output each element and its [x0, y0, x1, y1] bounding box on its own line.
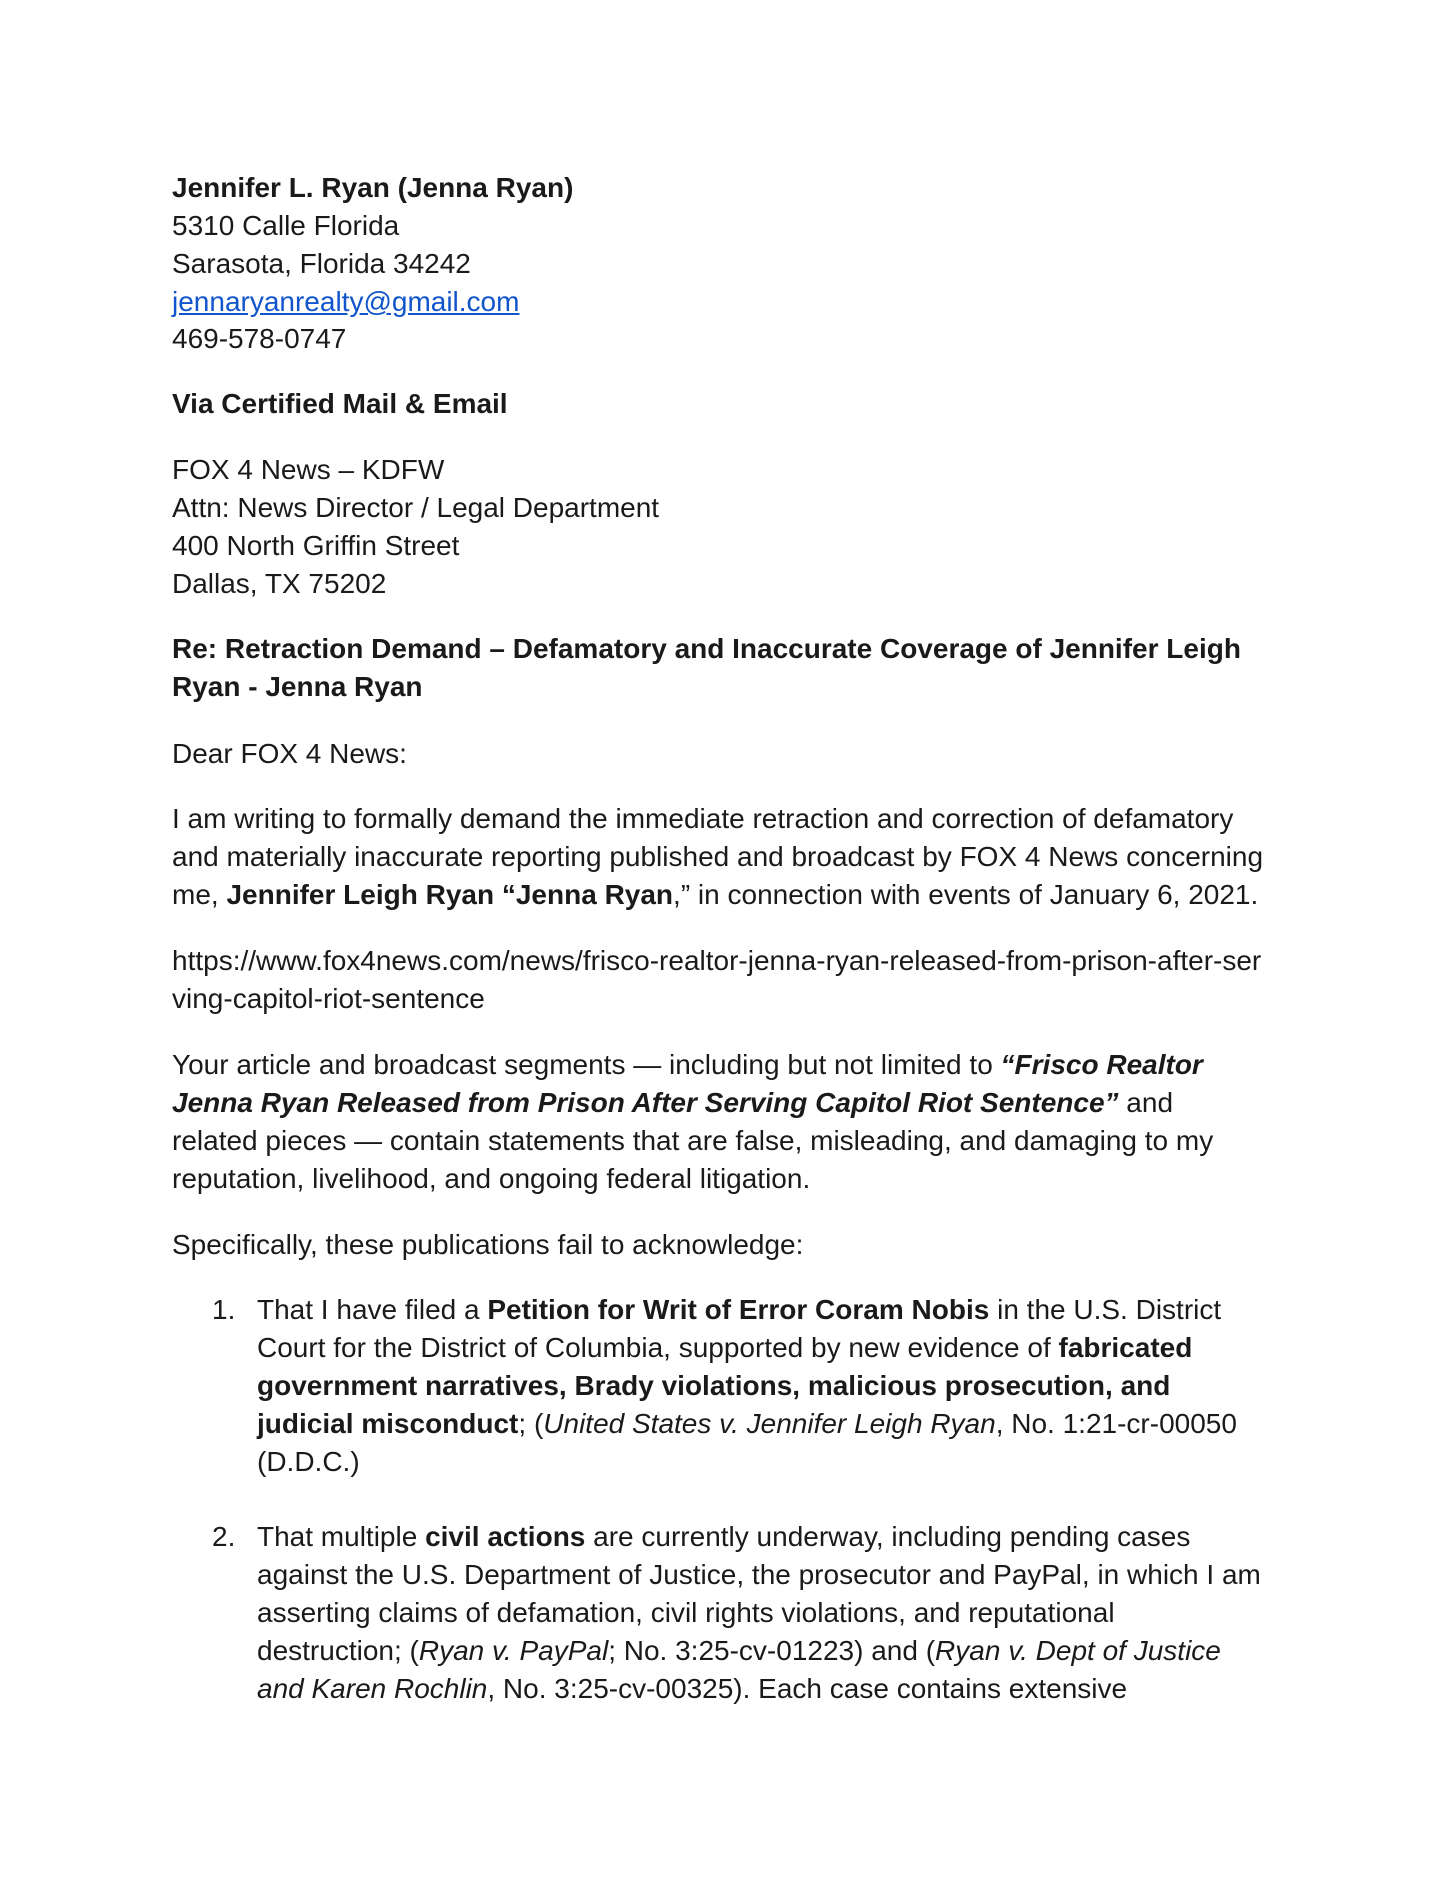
item-text: are currently underway, including pending cases: [585, 1521, 1191, 1552]
recipient-street: 400 North Griffin Street: [172, 530, 460, 561]
case-name: and Karen Rochlin: [257, 1673, 488, 1704]
list-item-1-line-3: government narratives, Brady violations, malicious prosecution, and: [257, 1370, 1171, 1401]
article-url-line-1: https://www.fox4news.com/news/frisco-realtor-jenna-ryan-released-from-prison-after-ser: [172, 945, 1262, 976]
recipient-org: FOX 4 News – KDFW: [172, 454, 445, 485]
list-item-2-line-3: asserting claims of defamation, civil rights violations, and reputational: [257, 1597, 1115, 1628]
case-name: Ryan v. Dept of Justice: [935, 1635, 1221, 1666]
item-bold-text: civil actions: [425, 1521, 586, 1552]
item-bold-text: Petition for Writ of Error Coram Nobis: [487, 1294, 990, 1325]
item-text: That multiple: [257, 1521, 426, 1552]
para2-text: and: [1118, 1087, 1174, 1118]
list-item-1-line-1: [257, 1293, 1221, 1327]
list-item-1-line-4: [257, 1407, 1237, 1441]
para1-line-2: and materially inaccurate reporting published and broadcast by FOX 4 News concerning: [172, 841, 1264, 872]
case-name: Ryan v. PayPal: [418, 1635, 609, 1666]
para1-line-1: I am writing to formally demand the immediate retraction and correction of defamatory: [172, 803, 1234, 834]
list-item-2-line-5: [257, 1672, 1127, 1706]
item-text: ; (: [518, 1408, 544, 1439]
list-item-2-number: 2.: [212, 1521, 236, 1552]
sender-phone: 469-578-0747: [172, 323, 347, 354]
para1-text: me,: [172, 879, 227, 910]
para3: Specifically, these publications fail to acknowledge:: [172, 1229, 804, 1260]
list-item-2-line-2: against the U.S. Department of Justice, the prosecutor and PayPal, in which I am: [257, 1559, 1261, 1590]
list-item-1-line-5: (D.D.C.): [257, 1446, 360, 1477]
list-item-2-line-4: [257, 1634, 1221, 1668]
sender-name: Jennifer L. Ryan (Jenna Ryan): [172, 172, 574, 203]
list-item-2-line-1: [257, 1520, 1190, 1554]
subject-line-2: Ryan - Jenna Ryan: [172, 671, 423, 702]
item-text: , No. 1:21-cr-00050: [995, 1408, 1237, 1439]
item-bold-text: fabricated: [1058, 1332, 1193, 1363]
item-text: Court for the District of Columbia, supported by new evidence of: [257, 1332, 1059, 1363]
sender-email-link[interactable]: jennaryanrealty@gmail.com: [172, 286, 520, 317]
list-item-1-number: 1.: [212, 1294, 236, 1325]
list-item-1-line-2: [257, 1331, 1192, 1365]
salutation: Dear FOX 4 News:: [172, 738, 407, 769]
para2-line-2: [172, 1086, 1173, 1120]
para2-line-4: reputation, livelihood, and ongoing federal litigation.: [172, 1163, 811, 1194]
item-text: , No. 3:25-cv-00325). Each case contains extensive: [487, 1673, 1128, 1704]
article-title: “Frisco Realtor: [1000, 1049, 1203, 1080]
recipient-city: Dallas, TX 75202: [172, 568, 387, 599]
article-url-line-2: ving-capitol-riot-sentence: [172, 983, 485, 1014]
article-title: Jenna Ryan Released from Prison After Serving Capitol Riot Sentence”: [172, 1087, 1119, 1118]
item-bold-text: judicial misconduct: [257, 1408, 519, 1439]
sender-street: 5310 Calle Florida: [172, 210, 400, 241]
para2-line-3: related pieces — contain statements that are false, misleading, and damaging to my: [172, 1125, 1214, 1156]
para1-text: ,” in connection with events of January 6, 2021.: [673, 879, 1259, 910]
item-text: in the U.S. District: [989, 1294, 1222, 1325]
subject-line-1: Re: Retraction Demand – Defamatory and Inaccurate Coverage of Jennifer Leigh: [172, 633, 1241, 664]
recipient-attn: Attn: News Director / Legal Department: [172, 492, 660, 523]
delivery-method: Via Certified Mail & Email: [172, 388, 508, 419]
para1-name-bold: Jennifer Leigh Ryan “Jenna Ryan: [226, 879, 674, 910]
sender-city: Sarasota, Florida 34242: [172, 248, 471, 279]
item-text: ; No. 3:25-cv-01223) and (: [608, 1635, 936, 1666]
case-name: United States v. Jennifer Leigh Ryan: [543, 1408, 996, 1439]
item-text: That I have filed a: [257, 1294, 488, 1325]
item-text: destruction; (: [257, 1635, 419, 1666]
para1-line-3: [172, 878, 1258, 912]
para2-line-1: [172, 1048, 1203, 1082]
para2-text: Your article and broadcast segments — including but not limited to: [172, 1049, 1001, 1080]
